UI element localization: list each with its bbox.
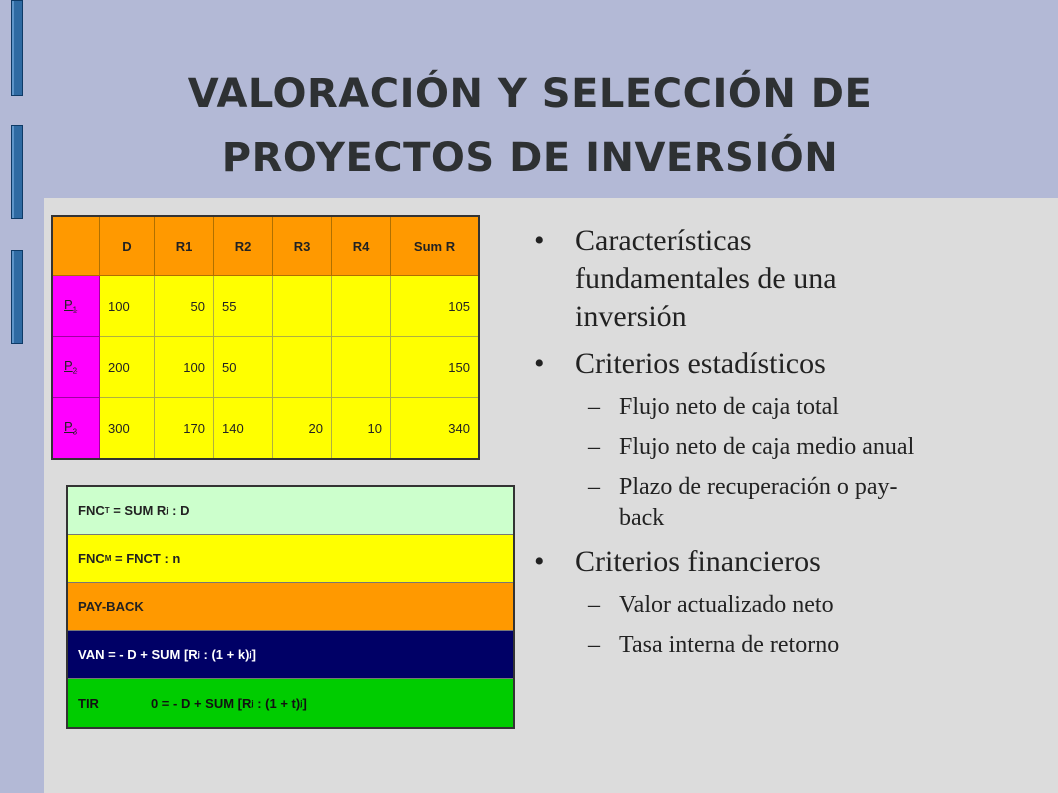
header-r1: R1 (155, 216, 214, 276)
cell-r3 (273, 276, 332, 337)
sub-bullet-item (530, 432, 930, 463)
cell-sum: 105 (391, 276, 480, 337)
table-row (52, 398, 479, 460)
table-header-row (52, 216, 479, 276)
sub-bullet-text: Tasa interna de retorno (619, 632, 840, 658)
cell-r3 (273, 337, 332, 398)
row-label-p2: $P_2$ (52, 337, 100, 398)
cell-r4 (332, 337, 391, 398)
sub-bullet-dash: – (588, 434, 600, 460)
bullet-dot: • (534, 545, 545, 578)
sub-bullet-text: Flujo neto de caja medio anual (619, 434, 915, 460)
formula-fncm: FNC M = FNCT : n (68, 535, 513, 583)
sub-bullet-item (530, 392, 930, 423)
slide-title (80, 62, 980, 190)
header-r4: R4 (332, 216, 391, 276)
sub-bullet-dash: – (588, 474, 600, 500)
cell-r4: 10 (332, 398, 391, 460)
title-line-1: VALORACIÓN Y SELECCIÓN DE (187, 71, 873, 117)
sub-bullet-text: Flujo neto de caja total (619, 394, 839, 420)
header-r3: R3 (273, 216, 332, 276)
formulas-box (66, 485, 515, 729)
cell-sum: 150 (391, 337, 480, 398)
sub-bullet-item (530, 472, 930, 534)
header-d: D (100, 216, 155, 276)
sub-bullet-item (530, 630, 930, 661)
formula-van: VAN = - D + SUM [R j : (1 + k) j ] (68, 631, 513, 679)
sub-bullet-item (530, 590, 930, 621)
title-line-2: PROYECTOS DE INVERSIÓN (221, 135, 839, 181)
formula-fnct: FNC T = SUM R j : D (68, 487, 513, 535)
bullet-dot: • (534, 347, 545, 380)
cell-r4 (332, 276, 391, 337)
header-r2: R2 (214, 216, 273, 276)
bullet-dot: • (534, 224, 545, 257)
cell-r2: 140 (214, 398, 273, 460)
cell-d: 300 (100, 398, 155, 460)
cell-d: 100 (100, 276, 155, 337)
formula-tir: TIR 0 = - D + SUM [R j : (1 + t) j ] (68, 679, 513, 727)
table-corner-cell (52, 216, 100, 276)
cell-r1: 170 (155, 398, 214, 460)
cell-r2: 50 (214, 337, 273, 398)
cell-r3: 20 (273, 398, 332, 460)
bullet-item (530, 222, 930, 336)
bullet-text: Criterios financieros (575, 545, 821, 578)
projects-table (51, 215, 480, 460)
table-row (52, 276, 479, 337)
sub-bullet-dash: – (588, 592, 600, 618)
cell-sum: 340 (391, 398, 480, 460)
strip-bar-2 (11, 125, 23, 219)
bullet-text: Características fundamentales de una inversión (575, 224, 837, 333)
cell-r2: 55 (214, 276, 273, 337)
bullet-item (530, 345, 930, 383)
sub-bullet-text: Plazo de recuperación o pay-back (619, 474, 898, 531)
cell-r1: 100 (155, 337, 214, 398)
row-label-p3: $P_3$ (52, 398, 100, 460)
sub-bullet-text: Valor actualizado neto (619, 592, 834, 618)
table-row (52, 337, 479, 398)
sub-bullet-dash: – (588, 394, 600, 420)
row-label-p1: $P_1$ (52, 276, 100, 337)
bullet-list (530, 222, 930, 670)
header-sum-r: Sum R (391, 216, 480, 276)
strip-bar-1 (11, 0, 23, 96)
cell-d: 200 (100, 337, 155, 398)
sub-bullet-dash: – (588, 632, 600, 658)
formula-payback: PAY-BACK (68, 583, 513, 631)
left-decoration-strip (0, 0, 44, 793)
bullet-item (530, 543, 930, 581)
cell-r1: 50 (155, 276, 214, 337)
strip-bar-3 (11, 250, 23, 344)
bullet-text: Criterios estadísticos (575, 347, 826, 380)
